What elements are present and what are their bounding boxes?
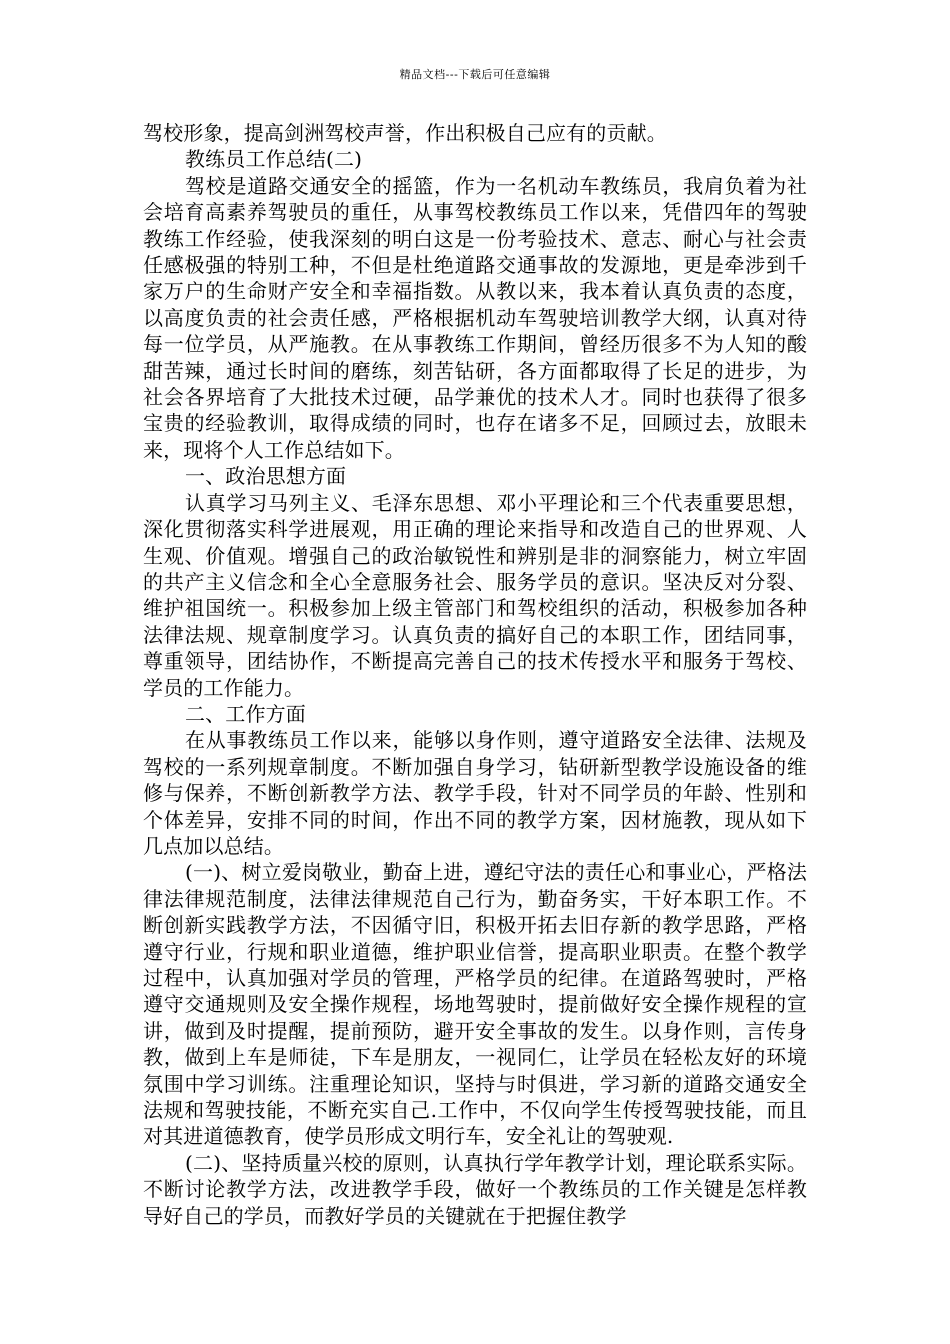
heading-work: 二、工作方面	[185, 701, 306, 726]
paragraph-political: 认真学习马列主义、毛泽东思想、邓小平理论和三个代表重要思想，深化贯彻落实科学进展观，用正确的理论来指导和改造自己的世界观、人生观、价值观。增强自己的政治敏锐性和辨别是非的洞察能力，树立牢固的共产主义信念和全心全意服务社会、服务学员的意识。坚决反对分裂、维护祖国统一。积极参加上级主管部门和驾校组织的活动，积极参加各种法律法规、规章制度学习。认真负责的搞好自己的本职工作，团结同事，尊重领导，团结协作，不断提高完善自己的技术传授水平和服务于驾校、学员的工作能力。	[143, 490, 807, 700]
section-title: 教练员工作总结(二)	[185, 147, 363, 172]
paragraph-overview: 驾校是道路交通安全的摇篮，作为一名机动车教练员，我肩负着为社会培育高素养驾驶员的重任，从事驾校教练员工作以来，凭借四年的驾驶教练工作经验，使我深刻的明白这是一份考验技术、意志、耐心与社会责任感极强的特别工种，不但是杜绝道路交通事故的发源地，更是牵涉到千家万户的生命财产安全和幸福指数。从教以来，我本着认真负责的态度，以高度负责的社会责任感，严格根据机动车驾驶培训教学大纲，认真对待每一位学员，从严施教。在从事教练工作期间，曾经历很多不为人知的酸甜苦辣，通过长时间的磨练，刻苦钻研，各方面都取得了长足的进步，为社会各界培育了大批技术过硬，品学兼优的技术人才。同时也获得了很多宝贵的经验教训，取得成绩的同时，也存在诸多不足，回顾过去，放眼未来，现将个人工作总结如下。	[143, 173, 807, 462]
paragraph-point-two: (二)、坚持质量兴校的原则，认真执行学年教学计划，理论联系实际。不断讨论教学方法，改进教学手段，做好一个教练员的工作关键是怎样教导好自己的学员，而教好学员的关键就在于把握住教学	[143, 1150, 807, 1228]
paragraph-intro-continuation: 驾校形象，提高剑洲驾校声誉，作出积极自己应有的贡献。	[143, 121, 667, 145]
page-header: 精品文档---下载后可任意编辑	[399, 68, 551, 81]
paragraph-work: 在从事教练员工作以来，能够以身作则，遵守道路安全法律、法规及驾校的一系列规章制度。不断加强自身学习，钻研新型教学设施设备的维修与保养，不断创新教学方法、教学手段，针对不同学员的年龄、性别和个体差异，安排不同的时间，作出不同的教学方案，因材施教，现从如下几点加以总结。	[143, 728, 807, 858]
document-body	[143, 120, 807, 1229]
heading-political: 一、政治思想方面	[185, 464, 347, 489]
paragraph-point-one: (一)、树立爱岗敬业，勤奋上进，遵纪守法的责任心和事业心，严格法律法律规范制度，法律法律规范自己行为，勤奋务实，干好本职工作。不断创新实践教学方法，不因循守旧，积极开拓去旧存新的教学思路，严格遵守行业，行规和职业道德，维护职业信誉，提高职业职责。在整个教学过程中，认真加强对学员的管理，严格学员的纪律。在道路驾驶时，严格遵守交通规则及安全操作规程，场地驾驶时，提前做好安全操作规程的宣讲，做到及时提醒，提前预防，避开安全事故的发生。以身作则，言传身教，做到上车是师徒，下车是朋友，一视同仁，让学员在轻松友好的环境氛围中学习训练。注重理论知识，坚持与时俱进，学习新的道路交通安全法规和驾驶技能，不断充实自己.工作中，不仅向学生传授驾驶技能，而且对其进道德教育，使学员形成文明行车，安全礼让的驾驶观.	[143, 860, 807, 1149]
